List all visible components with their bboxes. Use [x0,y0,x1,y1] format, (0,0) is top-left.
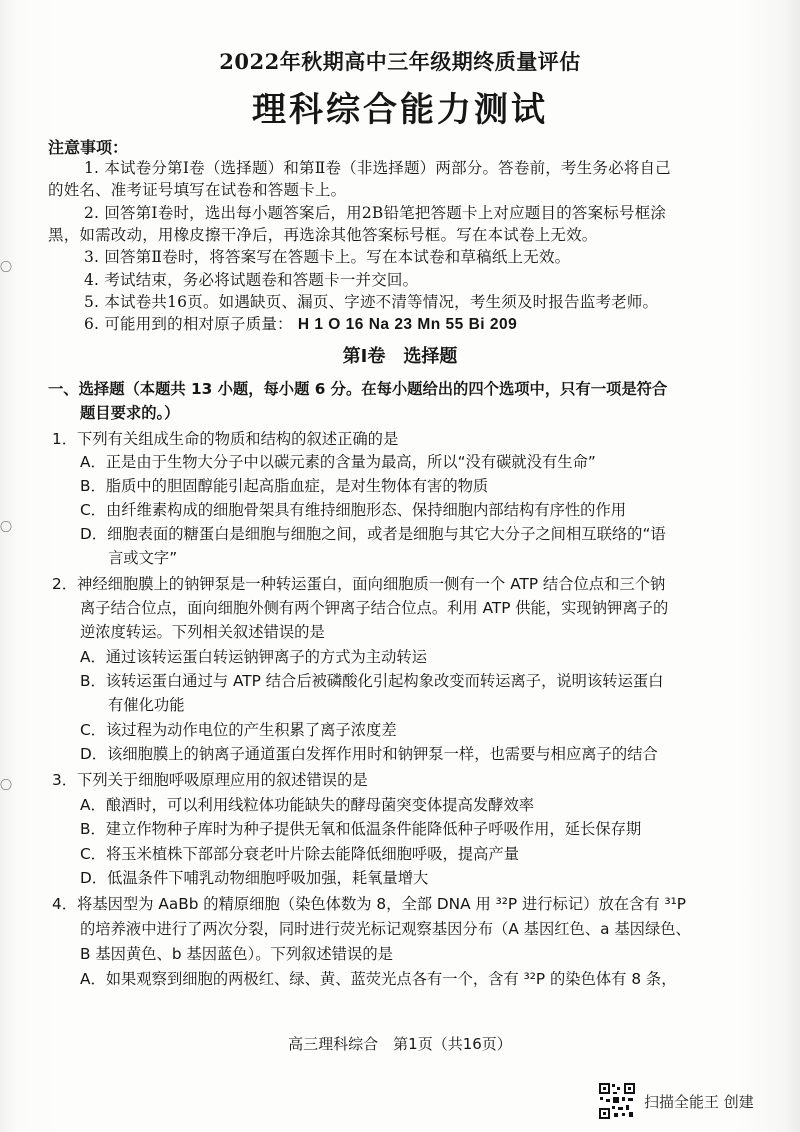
notice-line: 黑，如需改动，用橡皮擦干净后，再选涂其他答案标号框。写在本试卷上无效。 [48,226,598,244]
section-instructions: 一、选择题（本题共 13 小题，每小题 6 分。在每小题给出的四个选项中，只有一项是符合 [48,380,668,398]
question-1-stem: 1．下列有关组成生命的物质和结构的叙述正确的是 [52,430,399,448]
question-3-option-d: D．低温条件下哺乳动物细胞呼吸加强，耗氧量增大 [80,869,429,887]
question-3-option-a: A．酿酒时，可以利用线粒体功能缺失的酵母菌突变体提高发酵效率 [80,796,535,814]
notice-line: 的姓名、准考证号填写在试卷和答题卡上。 [48,181,347,199]
atomic-masses-label: 6. 可能用到的相对原子质量： [84,315,293,333]
exam-title: 2022年秋期高中三年级期终质量评估 [219,49,581,74]
binding-margin-mark: 〇 [0,260,13,274]
question-2-stem: 2．神经细胞膜上的钠钾泵是一种转运蛋白，面向细胞质一侧有一个 ATP 结合位点和三个钠 [52,575,666,593]
notice-heading: 注意事项： [48,138,129,157]
notice-line: 5. 本试卷共16页。如遇缺页、漏页、字迹不清等情况，考生须及时报告监考老师。 [84,293,659,311]
question-4-stem-cont: B 基因黄色、b 基因蓝色）。下列叙述错误的是 [80,945,393,963]
question-2-option-b: B．该转运蛋白通过与 ATP 结合后被磷酸化引起构象改变而转运离子，说明该转运蛋白 [80,672,664,690]
question-4-stem: 4．将基因型为 AaBb 的精原细胞（染色体数为 8，全部 DNA 用 ³²P 进行标记）放在含有 ³¹P [52,895,686,913]
page-footer: 高三理科综合 第1页（共16页） [288,1035,512,1053]
question-4-stem-cont: 的培养液中进行了两次分裂，同时进行荧光标记观察基因分布（A 基因红色、a 基因绿色、 [80,920,691,938]
qr-code-icon [598,1082,636,1120]
section-instructions: 题目要求的。） [80,404,180,422]
question-2-option-b-cont: 有催化功能 [108,696,185,714]
scanner-watermark-text: 扫描全能王 创建 [644,1093,754,1111]
question-1-option-d: D．细胞表面的糖蛋白是细胞与细胞之间，或者是细胞与其它大分子之间相互联络的“语 [80,525,666,543]
question-2-stem-cont: 逆浓度转运。下列相关叙述错误的是 [80,623,325,641]
section-title: 第Ⅰ卷 选择题 [342,346,458,367]
question-3-option-b: B．建立作物种子库时为种子提供无氧和低温条件能降低种子呼吸作用，延长保存期 [80,820,642,838]
question-3-option-c: C．将玉米植株下部部分衰老叶片除去能降低细胞呼吸，提高产量 [80,845,519,863]
atomic-masses-values: H 1 O 16 Na 23 Mn 55 Bi 209 [297,316,518,333]
atomic-masses-line [84,314,760,335]
question-2-option-a: A．通过该转运蛋白转运钠钾离子的方式为主动转运 [80,648,427,666]
question-2-option-c: C．该过程为动作电位的产生积累了离子浓度差 [80,721,397,739]
question-2-stem-cont: 离子结合位点，面向细胞外侧有两个钾离子结合位点。利用 ATP 供能，实现钠钾离子的 [80,599,669,617]
question-1-option-c: C．由纤维素构成的细胞骨架具有维持细胞形态、保持细胞内部结构有序性的作用 [80,501,627,519]
notice-line: 1. 本试卷分第Ⅰ卷（选择题）和第Ⅱ卷（非选择题）两部分。答卷前，考生务必将自己 [84,159,671,177]
binding-margin-mark: 〇 [0,778,13,792]
notice-line: 3. 回答第Ⅱ卷时，将答案写在答题卡上。写在本试卷和草稿纸上无效。 [84,248,571,266]
question-1-option-a: A．正是由于生物大分子中以碳元素的含量为最高，所以“没有碳就没有生命” [80,453,596,471]
binding-margin-mark: 〇 [0,520,13,534]
scanner-watermark [598,1082,788,1122]
notice-line: 4. 考试结束，务必将试题卷和答题卡一并交回。 [84,271,419,289]
subject-title: 理科综合能力测试 [252,90,548,130]
question-4-option-a: A．如果观察到细胞的两极红、绿、黄、蓝荧光点各有一个，含有 ³²P 的染色体有 8 条， [80,970,677,988]
question-2-option-d: D．该细胞膜上的钠离子通道蛋白发挥作用时和钠钾泵一样，也需要与相应离子的结合 [80,745,658,763]
question-3-stem: 3．下列关于细胞呼吸原理应用的叙述错误的是 [52,771,368,789]
question-1-option-b: B．脂质中的胆固醇能引起高脂血症，是对生物体有害的物质 [80,477,489,495]
question-1-option-d-cont: 言或文字” [108,549,178,567]
notice-line: 2. 回答第Ⅰ卷时，选出每小题答案后，用2B铅笔把答题卡上对应题目的答案标号框涂 [84,204,667,222]
